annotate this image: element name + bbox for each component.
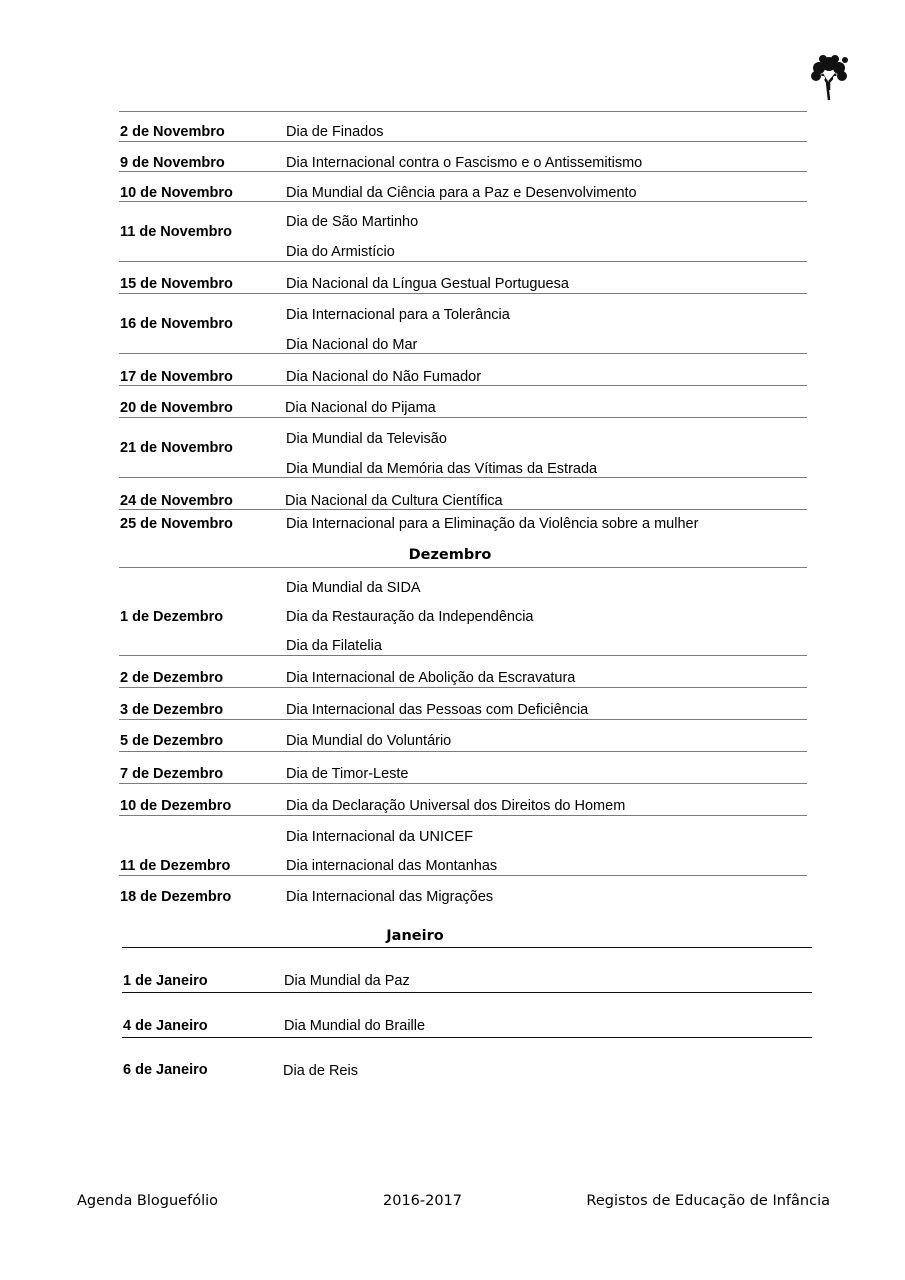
row-event: Dia de São Martinho: [286, 214, 419, 230]
table-rule: [119, 261, 807, 262]
footer-right: Registos de Educação de Infância: [586, 1193, 830, 1209]
row-event: Dia Mundial do Voluntário: [286, 733, 452, 749]
row-date: 9 de Novembro: [120, 155, 225, 171]
table-rule: [119, 875, 807, 876]
footer-center: 2016-2017: [383, 1193, 463, 1209]
row-date: 1 de Dezembro: [120, 609, 224, 625]
row-date: 17 de Novembro: [120, 369, 233, 385]
row-event: Dia Internacional das Migrações: [286, 889, 494, 905]
row-event: Dia da Filatelia: [286, 638, 382, 654]
row-event: Dia internacional das Montanhas: [286, 858, 498, 874]
table-rule: [119, 353, 807, 354]
row-event: Dia Mundial da Ciência para a Paz e Desenvolvimento: [286, 185, 637, 201]
row-event: Dia de Timor-Leste: [286, 766, 409, 782]
month-heading-dezembro: Dezembro: [408, 547, 492, 563]
row-event: Dia de Finados: [286, 124, 384, 140]
row-event: Dia Mundial da Paz: [284, 973, 410, 989]
row-event: Dia Internacional da UNICEF: [286, 829, 473, 845]
table-rule: [119, 111, 807, 112]
month-heading-janeiro: Janeiro: [386, 928, 444, 944]
table-rule: [119, 687, 807, 688]
row-date: 18 de Dezembro: [120, 889, 232, 905]
row-date: 16 de Novembro: [120, 316, 233, 332]
row-event: Dia de Reis: [283, 1063, 358, 1079]
row-date: 24 de Novembro: [120, 493, 233, 509]
table-rule: [122, 1037, 812, 1038]
row-date: 20 de Novembro: [120, 400, 233, 416]
row-date: 7 de Dezembro: [120, 766, 224, 782]
table-rule: [122, 992, 812, 993]
row-date: 3 de Dezembro: [120, 702, 224, 718]
row-event: Dia Nacional do Pijama: [285, 400, 436, 416]
footer-left: Agenda Bloguefólio: [77, 1193, 218, 1209]
row-event: Dia da Declaração Universal dos Direitos do Homem: [286, 798, 626, 814]
row-date: 6 de Janeiro: [123, 1062, 208, 1078]
table-rule: [119, 567, 807, 568]
school-logo-tree-icon: [808, 52, 850, 102]
table-rule: [119, 751, 807, 752]
row-date: 10 de Novembro: [120, 185, 233, 201]
row-event: Dia Internacional para a Eliminação da Violência sobre a mulher: [286, 516, 699, 532]
row-date: 5 de Dezembro: [120, 733, 224, 749]
row-event: Dia Nacional da Cultura Científica: [285, 493, 503, 509]
row-event: Dia Nacional do Não Fumador: [286, 369, 482, 385]
row-event: Dia Mundial do Braille: [284, 1018, 426, 1034]
table-rule: [119, 783, 807, 784]
row-event: Dia Internacional contra o Fascismo e o Antissemitismo: [286, 155, 643, 171]
row-date: 4 de Janeiro: [123, 1018, 208, 1034]
table-rule: [119, 719, 807, 720]
row-event: Dia do Armistício: [286, 244, 395, 260]
row-event: Dia Nacional da Língua Gestual Portuguesa: [286, 276, 569, 292]
row-event: Dia Internacional para a Tolerância: [286, 307, 510, 323]
row-event: Dia Mundial da Memória das Vítimas da Estrada: [286, 461, 598, 477]
row-event: Dia Internacional de Abolição da Escravatura: [286, 670, 576, 686]
row-event: Dia Mundial da Televisão: [286, 431, 447, 447]
row-event: Dia Nacional do Mar: [286, 337, 418, 353]
row-date: 1 de Janeiro: [123, 973, 208, 989]
row-date: 21 de Novembro: [120, 440, 233, 456]
row-date: 25 de Novembro: [120, 516, 233, 532]
table-rule: [119, 815, 807, 816]
table-rule: [119, 141, 807, 142]
row-event: Dia Internacional das Pessoas com Deficiência: [286, 702, 589, 718]
row-date: 11 de Novembro: [120, 224, 233, 240]
row-date: 2 de Novembro: [120, 124, 225, 140]
row-date: 10 de Dezembro: [120, 798, 232, 814]
row-event: Dia da Restauração da Independência: [286, 609, 534, 625]
table-rule: [122, 947, 812, 948]
row-event: Dia Mundial da SIDA: [286, 580, 421, 596]
row-date: 11 de Dezembro: [120, 858, 231, 874]
table-rule: [119, 293, 807, 294]
table-rule: [119, 655, 807, 656]
row-date: 2 de Dezembro: [120, 670, 224, 686]
table-rule: [119, 417, 807, 418]
row-date: 15 de Novembro: [120, 276, 233, 292]
